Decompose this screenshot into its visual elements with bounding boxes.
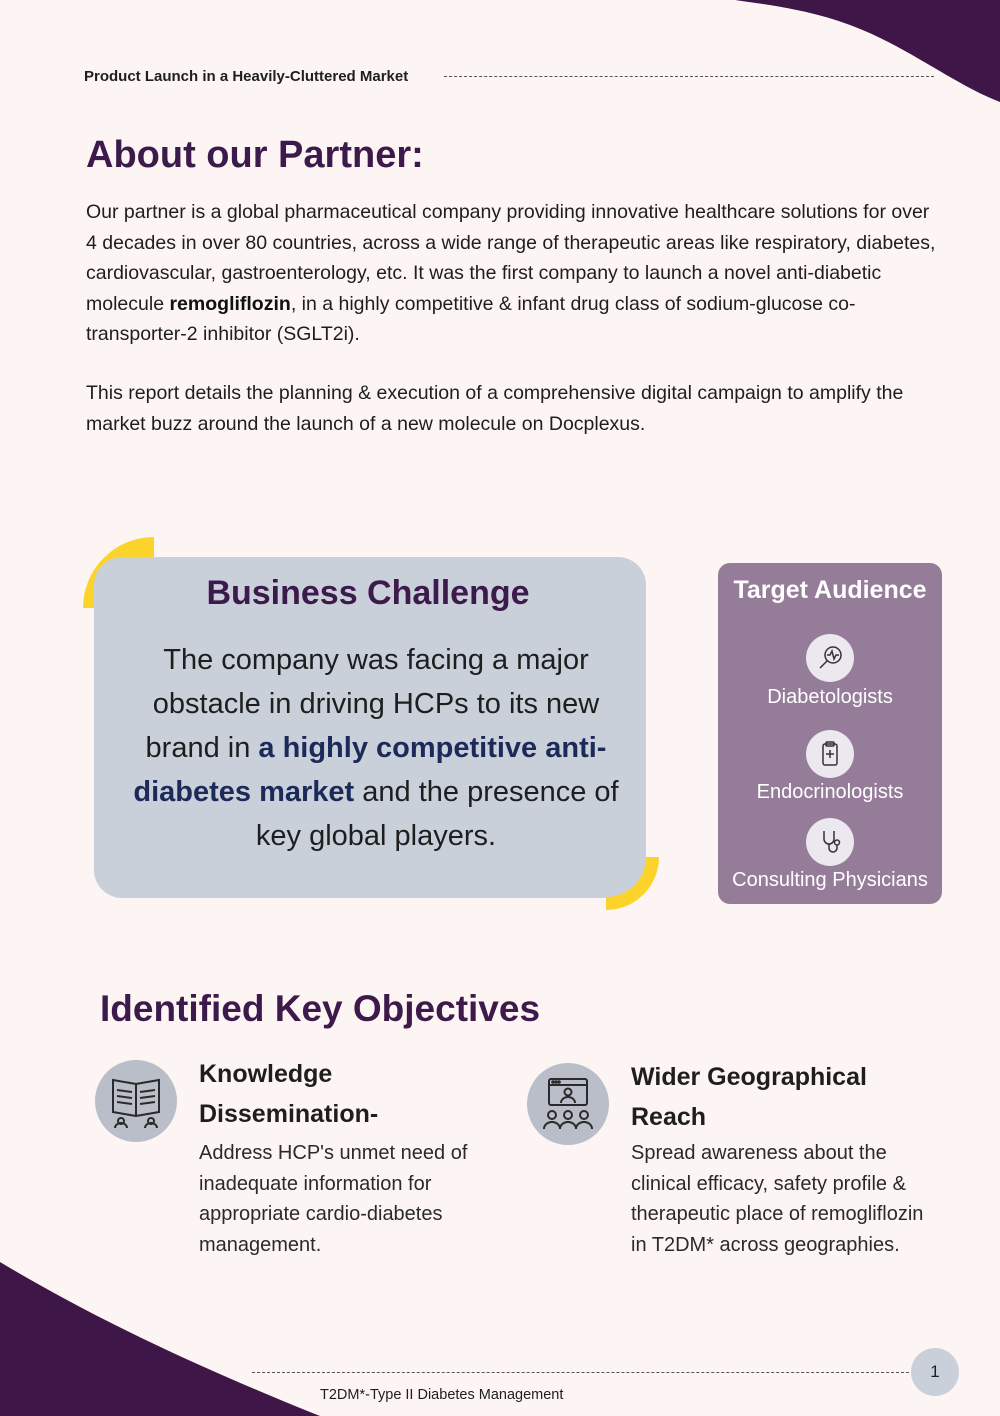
objectives-title: Identified Key Objectives: [100, 988, 541, 1029]
footer-divider: [252, 1372, 914, 1373]
clipboard-medical-icon: [806, 730, 854, 778]
objective-heading-knowledge: Knowledge Dissemination-: [199, 1060, 379, 1128]
header-divider: [444, 76, 934, 77]
audience-label-consulting-physicians: Consulting Physicians: [732, 869, 928, 891]
objective-heading-geographical: Wider Geographical Reach: [631, 1063, 867, 1131]
business-challenge-text: The company was facing a major obstacle in driving HCPs to its new brand in a highly competitive anti-diabetes market and the presence of key global players.: [133, 644, 619, 852]
footer-note: T2DM*-Type II Diabetes Management: [320, 1387, 564, 1403]
yellow-quarter-circle-bottom: [606, 857, 659, 910]
objective-body-knowledge: Address HCP's unmet need of inadequate information for appropriate cardio-diabetes management.: [199, 1142, 468, 1256]
magnifier-pulse-icon: [806, 634, 854, 682]
audience-label-diabetologists: Diabetologists: [767, 686, 893, 708]
objective-body-geographical: Spread awareness about the clinical efficacy, safety profile & therapeutic place of remogliflozin in T2DM* across geographies.: [631, 1142, 924, 1256]
about-paragraph: Our partner is a global pharmaceutical company providing innovative healthcare solutions for over 4 decades in over 80 countries, across a wide range of therapeutic areas like respiratory, diabetes, cardiovascular, gastroenterology, etc. It was the first company to launch a novel anti-diabetic molecule remogliflozin, in a highly competitive & infant drug class of sodium-glucose co-transporter-2 inhibitor (SGLT2i).: [86, 201, 936, 345]
report-paragraph: This report details the planning & execution of a comprehensive digital campaign to amplify the market buzz around the launch of a new molecule on Docplexus.: [86, 382, 904, 435]
page-number: 1: [911, 1348, 959, 1396]
molecule-name: remogliflozin: [169, 292, 291, 315]
header-title: Product Launch in a Heavily-Cluttered Market: [84, 68, 409, 85]
stethoscope-icon: [806, 818, 854, 866]
audience-screen-icon: [527, 1063, 609, 1145]
about-title: About our Partner:: [86, 134, 424, 176]
challenge-highlight: a highly competitive anti-diabetes market: [133, 732, 607, 808]
bottom-left-decoration: [0, 1240, 330, 1416]
top-right-decoration: [0, 0, 1000, 110]
audience-label-endocrinologists: Endocrinologists: [756, 781, 904, 803]
target-audience-title: Target Audience: [733, 576, 927, 604]
business-challenge-title: Business Challenge: [206, 574, 530, 612]
open-book-readers-icon: [95, 1060, 177, 1142]
